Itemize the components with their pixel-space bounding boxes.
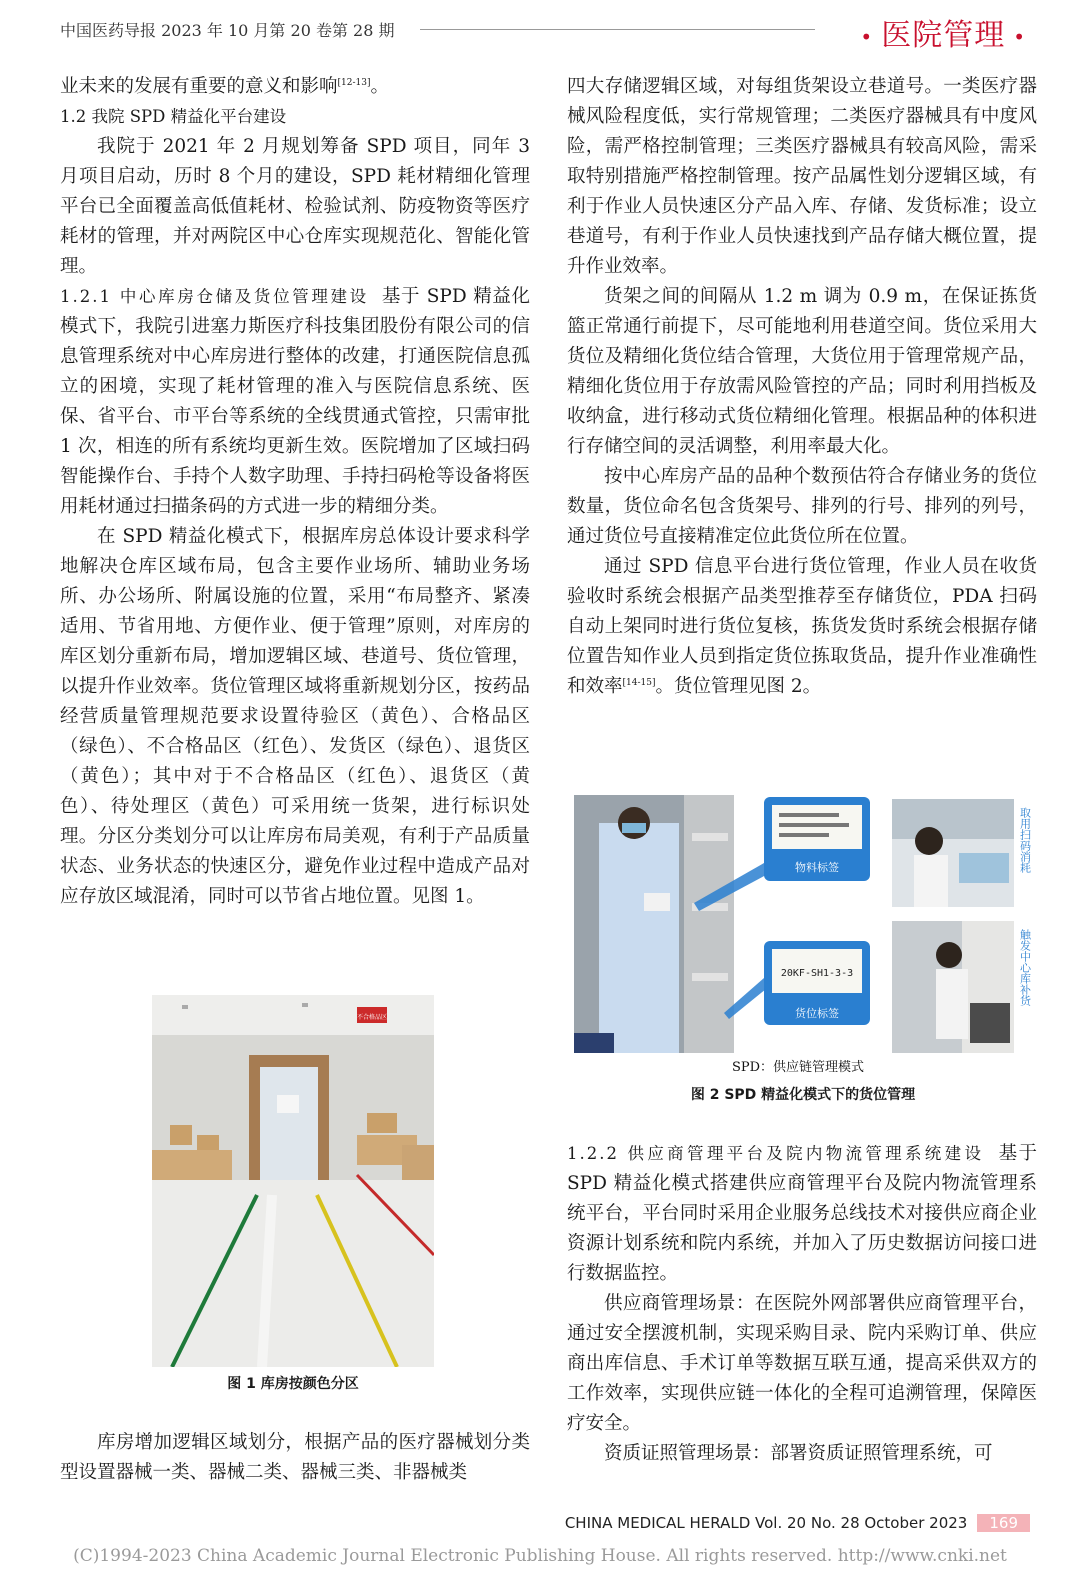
paragraph: 库房增加逻辑区域划分，根据产品的医疗器械划分类型设置器械一类、器械二类、器械三类、非器械类 xyxy=(60,1432,530,1483)
paragraph xyxy=(60,282,530,522)
section-dot-right: • xyxy=(1013,24,1026,49)
text-span: 通过 SPD 信息平台进行货位管理，作业人员在收货验收时系统会根据产品类型推荐至存储货位，PDA 扫码自动上架同时进行货位复核，拣货发货时系统会根据存储位置告知作业人员到指定货位拣取货品，提升作业准确性和效率 xyxy=(567,556,1037,697)
side-text-consume: 取用扫码消耗 xyxy=(1018,807,1032,873)
heading-1-2-2: 1.2.2 供应商管理平台及院内物流管理系统建设 xyxy=(567,1144,985,1163)
heading-1-2: 1.2 我院 SPD 精益化平台建设 xyxy=(60,107,287,126)
figure-2-footnote: SPD：供应链管理模式 xyxy=(731,1060,865,1075)
header-rule xyxy=(420,29,815,30)
paragraph: 按中心库房产品的品种个数预估符合存储业务的货位数量，货位命名包含货架号、排列的行号、排列的列号，通过货位号直接精准定位此货位所在位置。 xyxy=(567,466,1037,547)
page-number: 169 xyxy=(977,1514,1030,1532)
text-span: 基于 SPD 精益化模式下，我院引进塞力斯医疗科技集团股份有限公司的信息管理系统对中心库房进行整体的改建，打通医院信息孤立的困境，实现了耗材管理的准入与医院信息系统、医保、省平台、市平台等系统的全线贯通式管控，只需审批 1 次，相连的所有系统均更新生效。医院增加了区域扫码智能操作台、手持个人数字助理、手持扫码枪等设备将医用耗材通过扫描条码的方式进一步的精细分类。 xyxy=(60,286,531,517)
material-label-text: 物料标签 xyxy=(795,861,839,874)
paragraph: 我院于 2021 年 2 月规划筹备 SPD 项目，同年 3 月项目启动，历时 8 个月的建设，SPD 耗材精细化管理平台已全面覆盖高低值耗材、检验试剂、防疫物资等医疗耗材的管理，并对两院区中心仓库实现规范化、智能化管理。 xyxy=(60,136,530,277)
paragraph: 供应商管理场景：在医院外网部署供应商管理平台，通过安全摆渡机制，实现采购目录、院内采购订单、供应商出库信息、手术订单等数据互联互通，提高采供双方的工作效率，实现供应链一体化的全程可追溯管理，保障医疗安全。 xyxy=(567,1293,1037,1434)
section-title xyxy=(852,10,1034,54)
reference: [14-15] xyxy=(622,677,656,688)
section-name: 医院管理 xyxy=(881,18,1006,53)
journal-footer xyxy=(565,1514,1030,1532)
side-text-replenish: 触发中心库补货 xyxy=(1018,929,1032,1006)
paragraph: 资质证照管理场景：部署资质证照管理系统，可 xyxy=(604,1443,993,1464)
right-column-bottom xyxy=(567,1139,1037,1469)
left-column-bottom xyxy=(60,1428,530,1488)
left-column-top xyxy=(60,72,530,912)
paragraph: 在 SPD 精益化模式下，根据库房总体设计要求科学地解决仓库区域布局，包含主要作业场所、辅助业务场所、办公场所、附属设施的位置，采用“布局整齐、紧凑适用、节省用地、方便作业、便于管理”原则，对库房的库区划分重新布局，增加逻辑区域、巷道号、货位管理，以提升作业效率。货位管理区域将重新规划分区，按药品经营质量管理规范要求设置待验区（黄色）、合格品区（绿色）、不合格品区（红色）、发货区（绿色）、退货区（黄色）；其中对于不合格品区（红色）、退货区（黄色）、待处理区（黄色）可采用统一货架，进行标识处理。分区分类划分可以让库房布局美观，有利于产品质量状态、业务状态的快速区分，避免作业过程中造成产品对应存放区域混淆，同时可以节省占地位置。见图 1。 xyxy=(60,526,530,907)
warehouse-illustration xyxy=(152,995,434,1367)
text-span: 。货位管理见图 2。 xyxy=(655,676,822,697)
journal-english-info: CHINA MEDICAL HERALD Vol. 20 No. 28 October 2023 xyxy=(564,1514,968,1532)
text-span: 基于 SPD 精益化模式搭建供应商管理平台及院内物流管理系统平台，平台同时采用企业服务总线技术对接供应商企业资源计划系统和院内系统，并加入了历史数据访问接口进行数据监控。 xyxy=(567,1143,1037,1284)
heading-1-2-1: 1.2.1 中心库房仓储及货位管理建设 xyxy=(60,287,369,306)
red-sign-text: 不合格品区 xyxy=(356,1014,388,1021)
reference: [12-13] xyxy=(337,77,371,88)
text-span: 业未来的发展有重要的意义和影响 xyxy=(60,76,338,97)
location-code-text: 20KF-SH1-3-3 xyxy=(780,968,854,979)
right-column-top xyxy=(567,72,1037,702)
text-span: 。 xyxy=(370,76,389,97)
copyright-watermark: (C)1994-2023 China Academic Journal Electronic Publishing House. All rights reserved. http://www.cnki.net xyxy=(73,1546,1007,1566)
figure-1-warehouse-photo xyxy=(152,995,434,1367)
paragraph xyxy=(567,552,1037,702)
location-management-illustration xyxy=(574,793,1032,1083)
section-dot-left: • xyxy=(860,24,874,49)
paragraph: 货架之间的间隔从 1.2 m 调为 0.9 m，在保证拣货篮正常通行前提下，尽可能地利用巷道空间。货位采用大货位及精细化货位结合管理，大货位用于管理常规产品，精细化货位用于存放需风险管控的产品；同时利用挡板及收纳盒，进行移动式货位精细化管理。根据品种的体积进行存储空间的灵活调整，利用率最大化。 xyxy=(567,286,1037,457)
figure-1-caption: 图 1 库房按颜色分区 xyxy=(227,1376,359,1392)
journal-info: 中国医药导报 2023 年 10 月第 20 卷第 28 期 xyxy=(60,21,395,40)
paragraph xyxy=(60,72,530,102)
figure-2-caption: 图 2 SPD 精益化模式下的货位管理 xyxy=(690,1087,916,1103)
figure-2-location-management xyxy=(574,793,1032,1083)
location-label-text: 货位标签 xyxy=(795,1007,839,1020)
paragraph: 四大存储逻辑区域，对每组货架设立巷道号。一类医疗器械风险程度低，实行常规管理；二类医疗器械具有中度风险，需严格控制管理；三类医疗器械具有较高风险，需采取特别措施严格控制管理。按产品属性划分逻辑区域，有利于作业人员快速区分产品入库、存储、发货标准；设立巷道号，有利于作业人员快速找到产品存储大概位置，提升作业效率。 xyxy=(567,76,1037,277)
paragraph xyxy=(567,1139,1037,1289)
